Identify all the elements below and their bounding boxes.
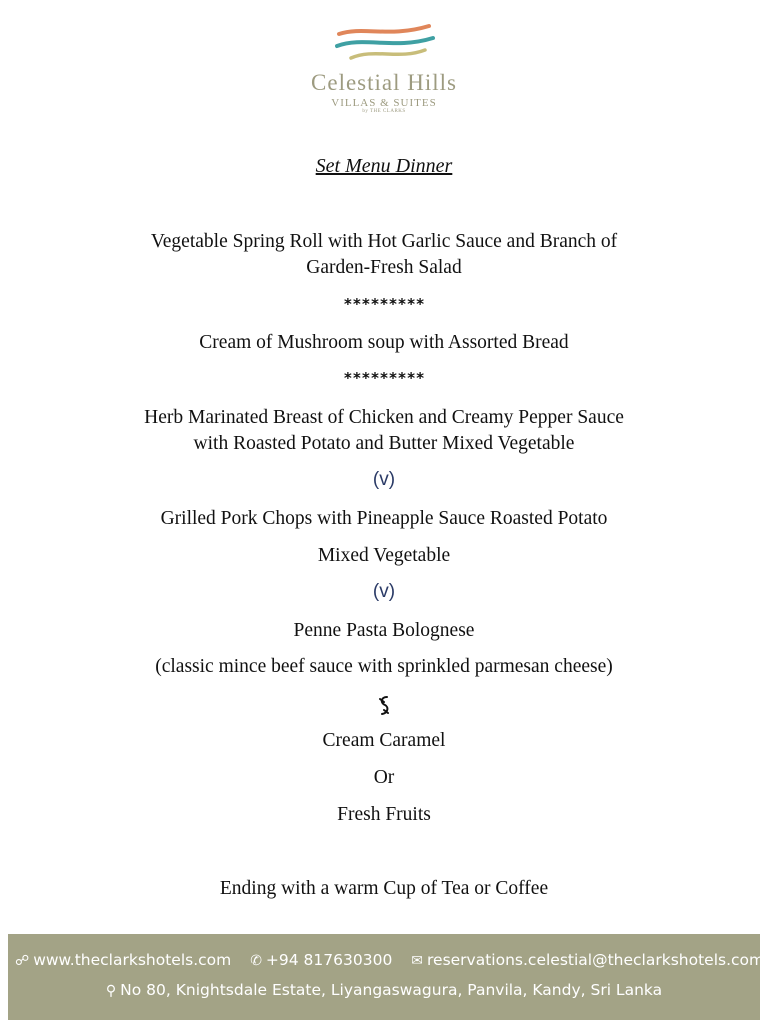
website-link[interactable]	[15, 951, 231, 969]
contact-footer	[8, 934, 765, 1020]
address-text: No 80, Knightsdale Estate, Liyangaswagura, Panvila, Kandy, Sri Lanka	[120, 981, 663, 999]
main2-line-2: Mixed Vegetable	[317, 545, 451, 566]
starter-line-2: Garden-Fresh Salad	[306, 257, 462, 278]
brand-name: Celestial Hills	[311, 70, 457, 95]
phone-link[interactable]	[250, 951, 392, 969]
address	[106, 981, 662, 999]
hotel-logo	[0, 18, 768, 114]
main3-line-1: Penne Pasta Bolognese	[293, 620, 475, 641]
main2-line-1: Grilled Pork Chops with Pineapple Sauce Roasted Potato	[160, 508, 608, 529]
dessert-1: Cream Caramel	[322, 730, 446, 751]
wave-logo-icon	[329, 18, 439, 68]
brand-tagline: by THE CLARKS	[362, 109, 406, 114]
website-text: www.theclarkshotels.com	[33, 951, 232, 969]
or-text: Or	[373, 767, 395, 788]
starter-line-1: Vegetable Spring Roll with Hot Garlic Sauce and Branch of	[150, 231, 618, 252]
location-pin-icon: ⚲	[105, 983, 117, 999]
vegetarian-mark-1: (v)	[372, 469, 396, 490]
separator-1: *********	[343, 295, 425, 313]
globe-icon: ☍	[15, 953, 30, 969]
phone-icon: ✆	[250, 953, 262, 969]
footer-address-row	[8, 981, 760, 999]
main1-line-1: Herb Marinated Breast of Chicken and Creamy Pepper Sauce	[144, 407, 624, 428]
brand-subtitle: VILLAS & SUITES	[331, 97, 437, 109]
menu-title: Set Menu Dinner	[315, 155, 453, 177]
vegetarian-mark-2: (v)	[372, 581, 396, 602]
main3-line-2: (classic mince beef sauce with sprinkled parmesan cheese)	[155, 656, 613, 677]
mail-icon: ✉	[411, 953, 423, 969]
phone-text: +94 817630300	[265, 951, 393, 969]
footer-contact-row	[8, 951, 765, 969]
dessert-2: Fresh Fruits	[337, 804, 431, 825]
email-text: reservations.celestial@theclarkshotels.com	[427, 951, 765, 969]
main1-line-2: with Roasted Potato and Butter Mixed Vegetable	[193, 433, 575, 454]
separator-2: *********	[343, 369, 425, 387]
soup-line: Cream of Mushroom soup with Assorted Bread	[199, 332, 569, 353]
ornament-icon	[0, 695, 768, 721]
closing-line: Ending with a warm Cup of Tea or Coffee	[219, 878, 549, 899]
email-link[interactable]	[411, 951, 764, 969]
